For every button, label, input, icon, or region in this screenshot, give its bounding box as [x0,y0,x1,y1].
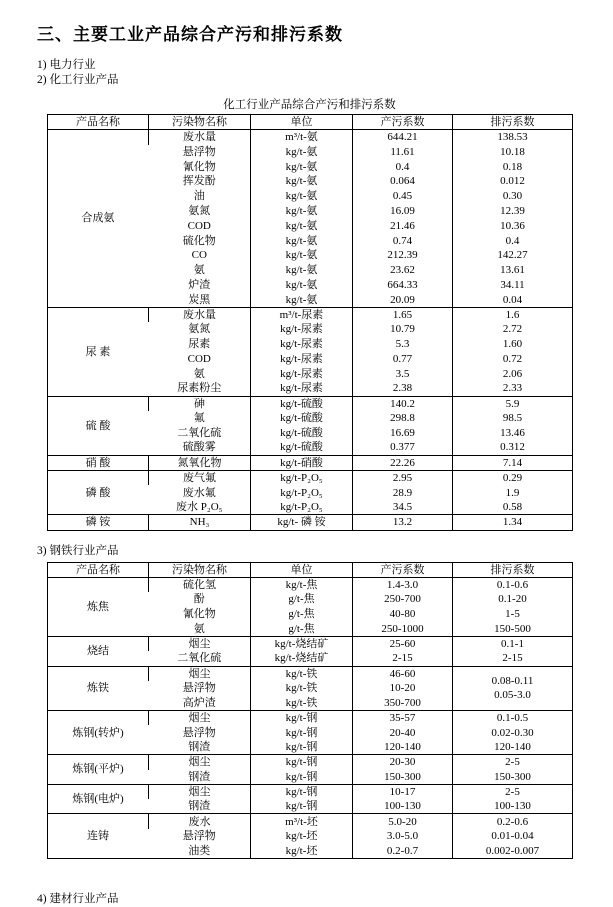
generation-coefficient-cell: 250-1000 [353,622,453,637]
header-discharge-coefficient: 排污系数 [453,562,573,577]
discharge-coefficient-cell: 0.72 [453,352,573,367]
product-name-cell: 炼钢(转炉) [48,710,149,754]
table-row [48,396,573,411]
discharge-coefficient-cell: 0.002-0.007 [453,844,573,859]
pollutant-name-cell: 炉渣 [188,278,211,291]
discharge-coefficient-cell: 2.06 [453,366,573,381]
product-name-cell: 磷 铵 [48,515,149,530]
pollutant-name-cell: 废水 P₂O₅ [176,501,223,514]
chemical-table-block [47,96,572,531]
table-header-row [48,115,573,130]
pollutant-name-cell: 尿素 [188,338,211,351]
pollutant-name-cell: 氰化物 [182,160,216,173]
section-item-building: 4) 建材行业产品 [37,892,119,905]
unit-cell: kg/t-钢 [251,725,353,740]
generation-coefficient-cell: 0.4 [353,159,453,174]
section-item-steel: 3) 钢铁行业产品 [37,544,119,557]
generation-coefficient-cell: 100-130 [353,799,453,814]
pollutant-name-cell: 硫酸雾 [182,441,216,454]
unit-cell: kg/t-P₂O₅ [251,500,353,515]
unit-cell: m³/t-氨 [251,130,353,145]
pollutant-name-cell: 废水量 [149,130,251,145]
unit-cell: kg/t-焦 [251,577,353,592]
discharge-coefficient-cell: 2.33 [453,381,573,396]
discharge-coefficient-cell: 138.53 [453,130,573,145]
pollutant-name-cell: 烟尘 [149,666,251,681]
header-product-name: 产品名称 [48,562,149,577]
pollutant-name-cell: COD [187,219,211,232]
unit-cell: kg/t-钢 [251,799,353,814]
generation-coefficient-cell: 2-15 [353,651,453,666]
table-row [48,636,573,651]
generation-coefficient-cell: 140.2 [353,396,453,411]
pollutant-name-cell: 二氧化硫 [177,652,222,665]
generation-coefficient-cell: 46-60 [353,666,453,681]
generation-coefficient-cell: 298.8 [353,411,453,426]
unit-cell: kg/t-P₂O₅ [251,485,353,500]
unit-cell: kg/t-氨 [251,204,353,219]
discharge-coefficient-cell: 7.14 [453,455,573,470]
unit-cell: kg/t-硝酸 [251,455,353,470]
unit-cell: kg/t-烧结矿 [251,651,353,666]
pollutant-name-cell: 烟尘 [149,636,251,651]
unit-cell: kg/t-坯 [251,829,353,844]
header-unit: 单位 [251,115,353,130]
discharge-coefficient-cell: 1.9 [453,485,573,500]
product-name-cell: 合成氨 [48,130,149,308]
unit-cell: kg/t-氨 [251,292,353,307]
generation-coefficient-cell: 664.33 [353,278,453,293]
generation-coefficient-cell: 22.26 [353,455,453,470]
unit-cell: m³/t-尿素 [251,307,353,322]
generation-coefficient-cell: 644.21 [353,130,453,145]
generation-coefficient-cell: 21.46 [353,218,453,233]
unit-cell: kg/t-硫酸 [251,411,353,426]
pollutant-name-cell: 硫化氢 [149,577,251,592]
unit-cell: kg/t-铁 [251,681,353,696]
product-name-cell: 炼焦 [48,577,149,636]
pollutant-name-cell: 氮氧化物 [149,455,251,470]
generation-coefficient-cell: 20-30 [353,755,453,770]
pollutant-name-cell: 烟尘 [149,784,251,799]
generation-coefficient-cell: 5.3 [353,337,453,352]
generation-coefficient-cell: 3.5 [353,366,453,381]
generation-coefficient-cell: 25-60 [353,636,453,651]
unit-cell: kg/t-钢 [251,784,353,799]
product-name-cell: 磷 酸 [48,470,149,514]
pollutant-name-cell: 悬浮物 [182,145,216,158]
discharge-coefficient-cell: 1.34 [453,515,573,530]
generation-coefficient-cell: 120-140 [353,740,453,755]
product-name-cell: 硫 酸 [48,396,149,455]
pollutant-name-cell: 钢渣 [188,770,211,783]
generation-coefficient-cell: 5.0-20 [353,814,453,829]
unit-cell: g/t-焦 [251,592,353,607]
discharge-coefficient-cell: 10.36 [453,218,573,233]
header-pollutant-name: 污染物名称 [149,115,251,130]
pollutant-name-cell: 氨氮 [188,323,211,336]
unit-cell: kg/t-氨 [251,218,353,233]
generation-coefficient-cell: 28.9 [353,485,453,500]
unit-cell: kg/t-氨 [251,189,353,204]
discharge-coefficient-cell: 0.04 [453,292,573,307]
discharge-coefficient-cell: 100-130 [453,799,573,814]
unit-cell: kg/t-P₂O₅ [251,470,353,485]
generation-coefficient-cell: 20-40 [353,725,453,740]
header-product-name: 产品名称 [48,115,149,130]
discharge-coefficient-cell: 13.61 [453,263,573,278]
discharge-coefficient-cell: 120-140 [453,740,573,755]
table-row [48,577,573,592]
generation-coefficient-cell: 150-300 [353,770,453,785]
generation-coefficient-cell: 20.09 [353,292,453,307]
discharge-coefficient-cell: 1.60 [453,337,573,352]
discharge-coefficient-cell: 1.6 [453,307,573,322]
product-name-cell: 炼钢(平炉) [48,755,149,785]
discharge-coefficient-cell: 2-5 [453,784,573,799]
discharge-coefficient-cell: 142.27 [453,248,573,263]
pollutant-name-cell: COD [187,352,211,365]
generation-coefficient-cell: 34.5 [353,500,453,515]
discharge-coefficient-cell: 1-5 [453,607,573,622]
generation-coefficient-cell: 2.95 [353,470,453,485]
header-pollutant-name: 污染物名称 [149,562,251,577]
unit-cell: kg/t-氨 [251,145,353,160]
unit-cell: kg/t-铁 [251,696,353,711]
unit-cell: kg/t- 磷 铵 [251,515,353,530]
generation-coefficient-cell: 35-57 [353,710,453,725]
discharge-coefficient-cell: 98.5 [453,411,573,426]
unit-cell: kg/t-尿素 [251,322,353,337]
table-row [48,755,573,770]
discharge-coefficient-cell: 0.012 [453,174,573,189]
pollutant-name-cell: 酚 [193,593,205,606]
generation-coefficient-cell: 1.65 [353,307,453,322]
unit-cell: kg/t-钢 [251,755,353,770]
generation-coefficient-cell: 0.77 [353,352,453,367]
pollutant-name-cell: 氰化物 [182,608,216,621]
product-name-cell: 连铸 [48,814,149,858]
pollutant-name-cell: 油类 [188,844,211,857]
pollutant-name-cell: 尿素粉尘 [177,382,222,395]
unit-cell: kg/t-氨 [251,263,353,278]
unit-cell: kg/t-尿素 [251,352,353,367]
discharge-coefficient-cell: 0.58 [453,500,573,515]
pollutant-name-cell: CO [191,249,207,262]
table-row [48,455,573,470]
generation-coefficient-cell: 10-20 [353,681,453,696]
generation-coefficient-cell: 16.09 [353,204,453,219]
table-row [48,307,573,322]
unit-cell: kg/t-铁 [251,666,353,681]
header-discharge-coefficient: 排污系数 [453,115,573,130]
header-generation-coefficient: 产污系数 [353,115,453,130]
unit-cell: kg/t-钢 [251,710,353,725]
pollutant-name-cell: 悬浮物 [182,726,216,739]
discharge-coefficient-cell: 0.02-0.30 [453,725,573,740]
generation-coefficient-cell: 2.38 [353,381,453,396]
table-header-row [48,562,573,577]
header-unit: 单位 [251,562,353,577]
steel-table-block [47,562,572,859]
unit-cell: kg/t-氨 [251,233,353,248]
unit-cell: kg/t-氨 [251,174,353,189]
pollutant-name-cell: 砷 [149,396,251,411]
generation-coefficient-cell: 11.61 [353,145,453,160]
pollutant-name-cell: 烟尘 [149,710,251,725]
discharge-coefficient-cell: 0.1-20 [453,592,573,607]
table-row [48,515,573,530]
unit-cell: kg/t-硫酸 [251,426,353,441]
table-row [48,470,573,485]
generation-coefficient-cell: 1.4-3.0 [353,577,453,592]
unit-cell: kg/t-氨 [251,278,353,293]
pollutant-name-cell: 氨 [193,367,205,380]
generation-coefficient-cell: 23.62 [353,263,453,278]
discharge-coefficient-cell: 2-15 [453,651,573,666]
discharge-coefficient-cell: 0.4 [453,233,573,248]
pollutant-name-cell: 氨 [193,622,205,635]
unit-cell: m³/t-坯 [251,814,353,829]
discharge-coefficient-cell: 34.11 [453,278,573,293]
pollutant-name-cell: 悬浮物 [182,682,216,695]
generation-coefficient-cell: 16.69 [353,426,453,441]
unit-cell: kg/t-烧结矿 [251,636,353,651]
discharge-coefficient-cell: 0.18 [453,159,573,174]
generation-coefficient-cell: 10-17 [353,784,453,799]
unit-cell: kg/t-尿素 [251,366,353,381]
section-item-power: 1) 电力行业 [37,59,96,71]
generation-coefficient-cell: 10.79 [353,322,453,337]
unit-cell: kg/t-钢 [251,770,353,785]
discharge-coefficient-cell: 5.9 [453,396,573,411]
table-row [48,666,573,681]
discharge-coefficient-cell: 2-5 [453,755,573,770]
pollutant-name-cell: 氟 [193,412,205,425]
discharge-coefficient-cell: 2.72 [453,322,573,337]
unit-cell: g/t-焦 [251,622,353,637]
pollutant-name-cell: 废气氟 [149,470,251,485]
pollutant-name-cell: 氨 [193,264,205,277]
discharge-coefficient-cell: 0.2-0.6 [453,814,573,829]
unit-cell: kg/t-钢 [251,740,353,755]
product-name-cell: 炼钢(电炉) [48,784,149,814]
generation-coefficient-cell: 0.2-0.7 [353,844,453,859]
section-item-chemical: 2) 化工行业产品 [37,74,119,86]
table-row [48,130,573,145]
pollutant-name-cell: 废水氟 [182,486,216,499]
discharge-coefficient-cell: 0.1-0.5 [453,710,573,725]
pollutant-name-cell: 硫化物 [182,234,216,247]
discharge-coefficient-cell: 0.312 [453,440,573,455]
discharge-coefficient-cell: 0.1-0.6 [453,577,573,592]
pollutant-name-cell: 钢渣 [188,741,211,754]
product-name-cell: 炼铁 [48,666,149,710]
generation-coefficient-cell: 0.377 [353,440,453,455]
pollutant-name-cell: 油 [193,190,205,203]
product-name-cell: 硝 酸 [48,455,149,470]
chemical-table-title: 化工行业产品综合产污和排污系数 [223,99,396,111]
unit-cell: kg/t-尿素 [251,337,353,352]
generation-coefficient-cell: 250-700 [353,592,453,607]
table-row [48,814,573,829]
table-row [48,710,573,725]
pollutant-name-cell: 挥发酚 [182,175,216,188]
unit-cell: kg/t-坯 [251,844,353,859]
discharge-coefficient-cell: 150-500 [453,622,573,637]
unit-cell: kg/t-硫酸 [251,396,353,411]
pollutant-name-cell: 二氧化硫 [177,426,222,439]
discharge-coefficient-cell: 150-300 [453,770,573,785]
unit-cell: g/t-焦 [251,607,353,622]
pollutant-name-cell: 废水 [149,814,251,829]
discharge-coefficient-cell: 0.30 [453,189,573,204]
header-generation-coefficient: 产污系数 [353,562,453,577]
page-title: 三、主要工业产品综合产污和排污系数 [37,25,343,44]
pollutant-name-cell: 钢渣 [188,800,211,813]
generation-coefficient-cell: 350-700 [353,696,453,711]
unit-cell: kg/t-氨 [251,248,353,263]
chemical-table [47,114,573,531]
generation-coefficient-cell: 0.45 [353,189,453,204]
product-name-cell: 尿 素 [48,307,149,396]
discharge-coefficient-cell: 0.1-1 [453,636,573,651]
pollutant-name-cell: 悬浮物 [182,830,216,843]
discharge-coefficient-cell: 10.18 [453,145,573,160]
discharge-coefficient-cell: 0.29 [453,470,573,485]
unit-cell: kg/t-尿素 [251,381,353,396]
discharge-coefficient-cell: 12.39 [453,204,573,219]
discharge-coefficient-cell: 0.01-0.04 [453,829,573,844]
generation-coefficient-cell: 0.74 [353,233,453,248]
pollutant-name-cell: 氨氮 [188,204,211,217]
unit-cell: kg/t-硫酸 [251,440,353,455]
discharge-coefficient-cell: 13.46 [453,426,573,441]
generation-coefficient-cell: 212.39 [353,248,453,263]
generation-coefficient-cell: 0.064 [353,174,453,189]
pollutant-name-cell: 烟尘 [149,755,251,770]
table-row [48,784,573,799]
pollutant-name-cell: 废水量 [149,307,251,322]
pollutant-name-cell: 炭黑 [188,293,211,306]
unit-cell: kg/t-氨 [251,159,353,174]
generation-coefficient-cell: 13.2 [353,515,453,530]
discharge-coefficient-cell: 0.08-0.11 0.05-3.0 [453,666,573,710]
steel-table [47,562,573,859]
pollutant-name-cell: 高炉渣 [182,696,216,709]
product-name-cell: 烧结 [48,636,149,666]
pollutant-name-cell: NH₃ [149,515,251,530]
generation-coefficient-cell: 3.0-5.0 [353,829,453,844]
generation-coefficient-cell: 40-80 [353,607,453,622]
